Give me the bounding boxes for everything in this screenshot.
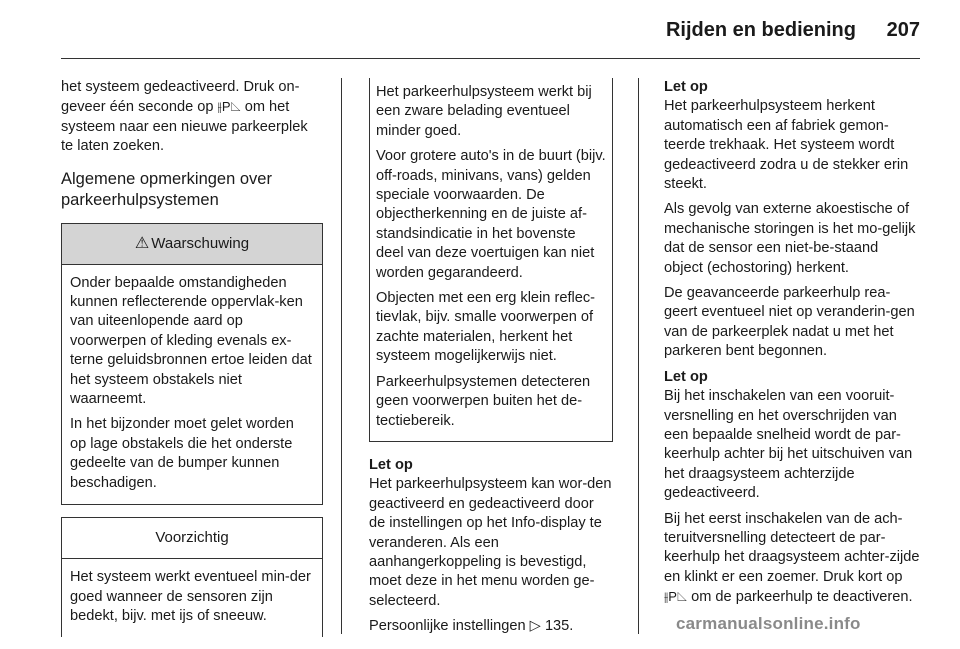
box-text-1: Het parkeerhulpsysteem werkt bij een zware belading eventueel minder goed.	[376, 84, 592, 139]
parking-assist-button-icon: ⫲P◺	[217, 99, 241, 115]
note1-text-2: Als gevolg van externe akoestische of mechanische storingen is het mo-gelijk dat de sensor een niet-be-staand object (echostoring) herkent.	[664, 201, 916, 276]
note-label-1: Let op	[664, 79, 708, 95]
box-text-4: Parkeerhulpsystemen detecteren geen voorwerpen buiten het de-tectiebereik.	[376, 373, 591, 429]
note-label-2: Let op	[664, 368, 708, 385]
box-text-3: Objecten met een erg klein reflec-tievlak, bijv. smalle voorwerpen of zachte materialen, herkent het systeem mogelijkerwijs niet.	[376, 290, 596, 365]
header-rule	[61, 58, 920, 59]
column-divider-2	[638, 78, 639, 634]
reference-line: Persoonlijke instellingen ▷ 135.	[369, 618, 574, 635]
note-text: Het parkeerhulpsysteem kan wor-den geactiveerd en gedeactiveerd door de instellingen op het Info-display te veranderen. Als een aanhangerkoppeling is bevestigd, moet deze in het menu worden ge-selecteerd.	[369, 476, 612, 609]
page-header	[0, 0, 960, 60]
note2-text-1: Bij het inschakelen van een vooruit-versnelling en het overschrijden van een bepaalde snelheid wordt de par-keerhulp achter bij het uitschuiven van het draagsysteem achterzijde gedeactiveerd.	[664, 388, 913, 502]
note-label: Let op	[369, 456, 413, 473]
column-3	[664, 78, 920, 614]
page-reference-link[interactable]: 135.	[544, 618, 574, 635]
chapter-title: Rijden en bediening	[665, 19, 856, 41]
warning-box	[61, 223, 323, 505]
warning-continuation-box	[369, 78, 613, 442]
column-divider-1	[341, 78, 342, 634]
section-heading: Algemene opmerkingen over parkeerhulpsystemen	[61, 169, 272, 209]
caution-header: Voorzichtig	[62, 518, 322, 559]
warning-triangle-icon: ⚠	[134, 234, 150, 252]
warning-text-2: In het bijzonder moet gelet worden op lage obstakels die het onderste gedeelte van de bumper kunnen beschadigen.	[70, 416, 294, 491]
box-text-2: Voor grotere auto's in de buurt (bijv. off-roads, minivans, vans) gelden speciale voorwaarden. De objectherkenning en de juiste af-standsindicatie in het bovenste deel van deze voertuigen kan niet worden gegarandeerd.	[376, 148, 606, 281]
parking-assist-button-icon: ⫲P◺	[664, 589, 688, 605]
warning-header: ⚠ Waarschuwing	[62, 224, 322, 265]
watermark: carmanualsonline.info	[676, 614, 861, 633]
page-reference-icon: ▷	[529, 618, 541, 635]
column-1	[61, 78, 323, 649]
note2-text-2: Bij het eerst inschakelen van de ach-teruitversnelling detecteert de par-keerhulp het draagsysteem achter-zijde en klinkt er een zoemer. Druk kort op ⫲P◺ om de parkeerhulp te deactiveren.	[664, 510, 920, 606]
note1-text-3: De geavanceerde parkeerhulp rea-geert eventueel niet op veranderin-gen van de parkeerplek nadat u met het parkeren bent begonnen.	[664, 285, 915, 360]
caution-text: Het systeem werkt eventueel min-der goed wanneer de sensoren zijn bedekt, bijv. met ijs of sneeuw.	[70, 569, 311, 624]
intro-paragraph: het systeem gedeactiveerd. Druk on-geveer één seconde op ⫲P◺ om het systeem naar een nieuwe parkeerplek te laten zoeken.	[61, 79, 308, 155]
page-number: 207	[886, 19, 920, 41]
column-2	[369, 78, 613, 643]
caution-box	[61, 517, 323, 637]
warning-text-1: Onder bepaalde omstandigheden kunnen reflecterende oppervlak-ken van uiteenlopende aard op voorwerpen of kleding evenals ex-terne geluidsbronnen ertoe leiden dat het systeem obstakels niet waarneemt.	[70, 274, 312, 408]
note1-text-1: Het parkeerhulpsysteem herkent automatisch een af fabriek gemon-teerde trekhaak. Het systeem wordt gedeactiveerd zodra u de stekker erin steekt.	[664, 98, 909, 193]
